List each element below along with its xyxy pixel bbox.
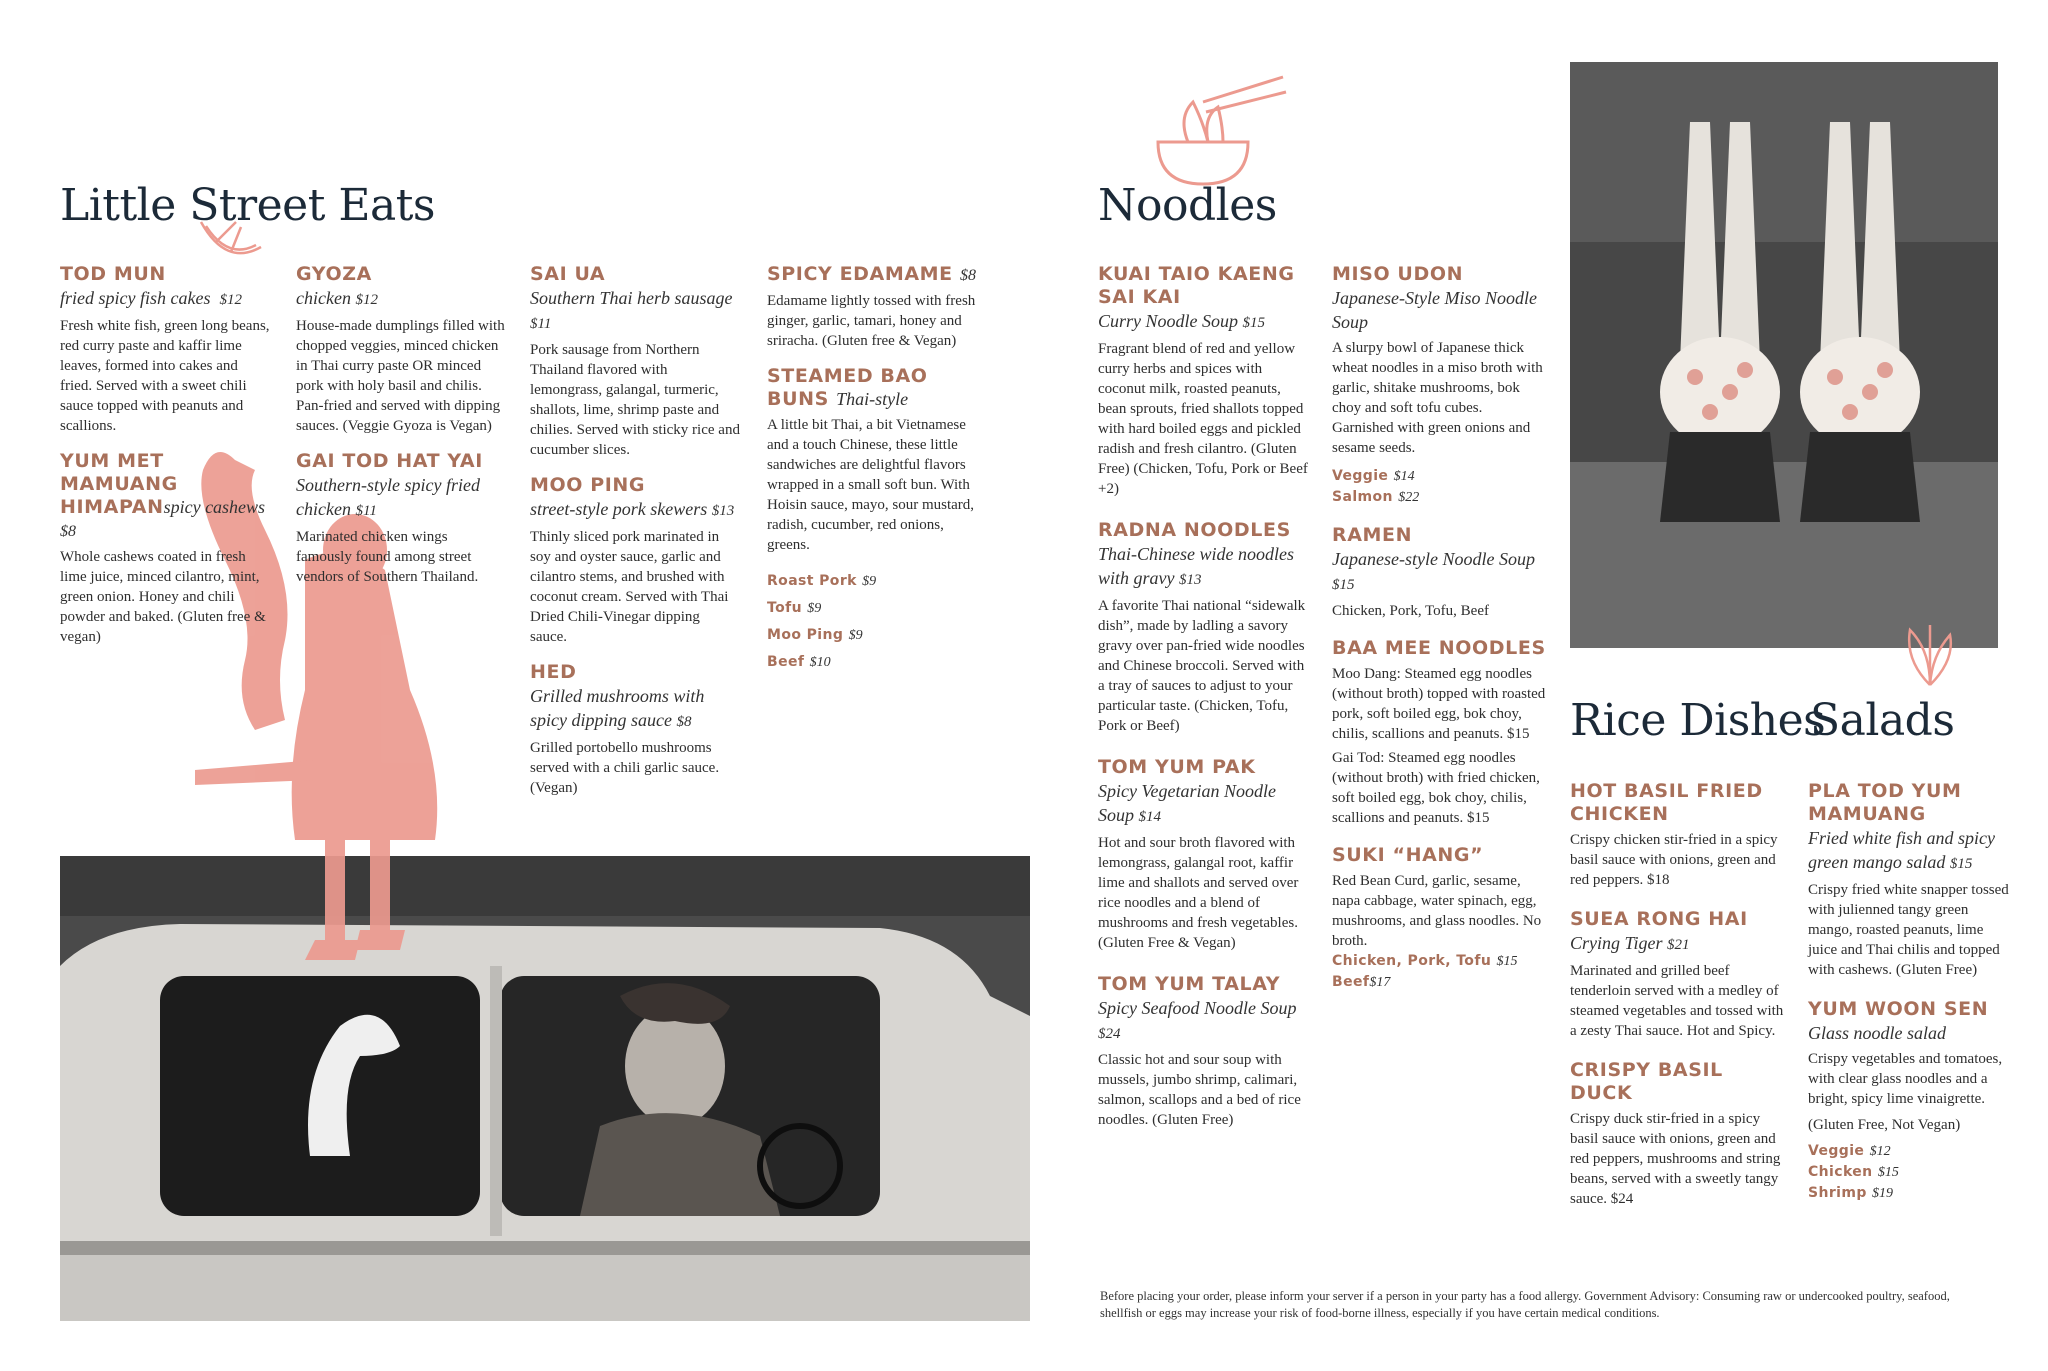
item-subtitle: Thai-Chinese wide noodles with gravy xyxy=(1098,544,1294,588)
allergy-advisory-footer: Before placing your order, please inform your server if a person in your party has a food allergy. Government Advisory: Consuming raw or undercooked poultry, seafood, shellfish or eggs may increase your risk of food-borne illness, especially if you have certain medical conditions. xyxy=(1100,1289,1950,1320)
menu-item xyxy=(1098,263,1308,499)
item-name: PLA TOD YUM MAMUANG xyxy=(1808,780,1962,825)
item-description: Classic hot and sour soup with mussels, jumbo shrimp, calimari, salmon, scallops and a bed of rice noodles. (Gluten Free) xyxy=(1098,1052,1301,1128)
item-subtitle: fried spicy fish cakes xyxy=(60,288,211,308)
menu-item xyxy=(1098,756,1308,953)
handstand-photo xyxy=(1570,62,1998,648)
item-subtitle: Fried white fish and spicy green mango salad xyxy=(1808,828,1995,872)
option-label: Chicken, Pork, Tofu xyxy=(1332,953,1492,969)
noodles-col-1 xyxy=(1098,263,1308,1144)
menu-item xyxy=(1098,973,1308,1130)
noodle-bowl-icon xyxy=(1148,72,1288,192)
item-description-2: (Gluten Free, Not Vegan) xyxy=(1808,1117,1961,1133)
item-name: YUM MET MAMUANG HIMAPAN xyxy=(60,450,178,518)
menu-item xyxy=(767,263,982,351)
leaf-icon xyxy=(1900,620,1960,690)
item-description-2: Gai Tod: Steamed egg noodles (without broth) with fried chicken, soft boiled egg, bok choy, chilis, scallions and peanuts. $15 xyxy=(1332,750,1540,826)
item-description: Chicken, Pork, Tofu, Beef xyxy=(1332,603,1489,619)
item-name: TOD MUN xyxy=(60,263,166,285)
item-description: Crispy chicken stir-fried in a spicy basil sauce with onions, green and red peppers. $18 xyxy=(1570,832,1778,888)
item-subtitle: Japanese-Style Miso Noodle Soup xyxy=(1332,288,1537,332)
menu-item xyxy=(1332,637,1547,828)
item-price: $14 xyxy=(1138,809,1161,825)
item-description: Marinated chicken wings famously found among street vendors of Southern Thailand. xyxy=(296,529,479,585)
rice-dishes-title: Rice Dishes xyxy=(1570,695,1826,746)
option-price: $14 xyxy=(1393,469,1415,484)
option-label: Shrimp xyxy=(1808,1185,1867,1201)
item-name: RAMEN xyxy=(1332,524,1413,546)
item-subtitle: Spicy Vegetarian Noodle Soup xyxy=(1098,781,1276,825)
item-description: Crispy duck stir-fried in a spicy basil sauce with onions, green and red peppers, mushrooms and string beans, served with a sweetly tangy sauce. $24 xyxy=(1570,1111,1781,1207)
item-description: Fresh white fish, green long beans, red curry paste and kaffir lime leaves, formed into cakes and fried. Served with a sweet chili sauce topped with peanuts and scallions. xyxy=(60,318,270,434)
option-price: $9 xyxy=(807,601,822,616)
item-description: Grilled portobello mushrooms served with a chili garlic sauce. (Vegan) xyxy=(530,740,720,796)
item-name: YUM WOON SEN xyxy=(1808,998,1989,1020)
item-price: $13 xyxy=(1179,572,1202,588)
item-description: A favorite Thai national “sidewalk dish”, made by ladling a savory gravy over pan-fried wide noodles and Chinese broccoli. Served with a tray of sauces to adjust to your particular taste. (Chicken, Tofu, Pork or Beef) xyxy=(1098,598,1306,734)
item-name: SPICY EDAMAME xyxy=(767,263,953,285)
menu-item xyxy=(1570,780,1785,890)
item-name: SUEA RONG HAI xyxy=(1570,908,1748,930)
option-list xyxy=(1808,1141,2013,1204)
item-price: $15 xyxy=(1949,856,1973,872)
item-description: Red Bean Curd, garlic, sesame, napa cabbage, water spinach, egg, mushrooms, and glass noodles. No broth. xyxy=(1332,873,1542,949)
menu-item xyxy=(530,474,740,647)
item-subtitle: Spicy Seafood Noodle Soup xyxy=(1098,998,1297,1018)
street-eats-col-4 xyxy=(767,263,982,687)
item-name: CRISPY BASIL DUCK xyxy=(1570,1059,1723,1104)
option-label: Chicken xyxy=(1808,1164,1873,1180)
option-label: Veggie xyxy=(1332,468,1389,484)
menu-item xyxy=(296,263,506,436)
option-row xyxy=(767,598,982,619)
item-name: MISO UDON xyxy=(1332,263,1464,285)
menu-item xyxy=(530,263,740,460)
item-price: $13 xyxy=(711,503,735,519)
menu-item xyxy=(1098,519,1308,736)
item-price: $8 xyxy=(959,267,976,284)
option-row xyxy=(1332,487,1547,508)
item-description: A slurpy bowl of Japanese thick wheat noodles in a miso broth with garlic, shitake mushrooms, bok choy and soft tofu cubes. Garnished with green onions and sesame seeds. xyxy=(1332,340,1543,456)
item-price: $11 xyxy=(530,316,552,332)
menu-item xyxy=(296,450,506,587)
option-price: $9 xyxy=(848,628,863,643)
item-name: GYOZA xyxy=(296,263,372,285)
noodles-title: Noodles xyxy=(1098,180,1277,231)
option-price: $12 xyxy=(1869,1144,1891,1159)
option-price: $10 xyxy=(809,655,831,670)
item-price: $21 xyxy=(1667,937,1690,953)
menu-item xyxy=(1332,844,1547,993)
option-list xyxy=(1332,951,1547,993)
street-eats-col-1 xyxy=(60,263,270,661)
item-subtitle: street-style pork skewers xyxy=(530,499,708,519)
option-row xyxy=(1332,951,1547,972)
item-description: Pork sausage from Northern Thailand flavored with lemongrass, galangal, turmeric, shallots, lime, shrimp paste and chilies. Served with sticky rice and cucumber slices. xyxy=(530,342,740,458)
option-row xyxy=(1808,1183,2013,1204)
option-price: $15 xyxy=(1496,954,1518,969)
menu-item xyxy=(767,365,982,673)
menu-item xyxy=(1332,524,1547,621)
item-description: A little bit Thai, a bit Vietnamese and a touch Chinese, these little sandwiches are delightful flavors wrapped in a small soft bun. With Hoisin sauce, mayo, sour mustard, radish, cucumber, red onions, greens. xyxy=(767,417,975,553)
item-subtitle: Thai-style xyxy=(836,389,909,409)
salads-title: Salads xyxy=(1810,695,1955,746)
street-eats-title: Little Street Eats xyxy=(60,180,435,231)
item-price: $11 xyxy=(355,503,377,519)
item-name: GAI TOD HAT YAI xyxy=(296,450,483,472)
option-label: Salmon xyxy=(1332,489,1393,505)
item-description: Whole cashews coated in fresh lime juice, minced cilantro, mint, green onion. Honey and chili powder and baked. (Gluten free & vegan) xyxy=(60,549,266,645)
menu-item xyxy=(1808,780,2013,980)
item-price: $12 xyxy=(219,292,242,308)
item-subtitle: Glass noodle salad xyxy=(1808,1023,1947,1043)
option-label: Roast Pork xyxy=(767,573,857,589)
item-name: SUKI “HANG” xyxy=(1332,844,1484,866)
option-label: Tofu xyxy=(767,600,802,616)
item-description: Thinly sliced pork marinated in soy and oyster sauce, garlic and cilantro stems, and brushed with coconut cream. Served with Thai Dried Chili-Vinegar dipping sauce. xyxy=(530,529,729,645)
item-description: Fragrant blend of red and yellow curry herbs and spices with coconut milk, roasted peanuts, bean sprouts, fried shallots topped with hard boiled eggs and pickled radish and fresh cilantro. (Gluten Free) (Chicken, Tofu, Pork or Beef +2) xyxy=(1098,341,1308,497)
item-price: $12 xyxy=(355,292,378,308)
menu-item xyxy=(1808,998,2013,1204)
option-row xyxy=(767,571,982,592)
item-description: Moo Dang: Steamed egg noodles (without broth) topped with roasted pork, soft boiled egg, bok choy, chilis, scallions and peanuts. $15 xyxy=(1332,666,1546,742)
option-label: Beef xyxy=(1332,974,1370,990)
item-price: $8 xyxy=(60,523,76,540)
menu-item xyxy=(60,450,270,647)
item-name: SAI UA xyxy=(530,263,606,285)
item-name: TOM YUM PAK xyxy=(1098,756,1256,778)
item-subtitle: Curry Noodle Soup xyxy=(1098,311,1239,331)
option-label: Veggie xyxy=(1808,1143,1865,1159)
menu-item xyxy=(1570,1059,1785,1209)
option-price: $9 xyxy=(862,574,877,589)
item-name: RADNA NOODLES xyxy=(1098,519,1291,541)
item-name: HOT BASIL FRIED CHICKEN xyxy=(1570,780,1763,825)
menu-item xyxy=(1570,908,1785,1041)
handstand-illustration xyxy=(1570,62,1998,648)
item-description: Marinated and grilled beef tenderloin served with a medley of steamed vegetables and tossed with a zesty Thai sauce. Hot and Spicy. xyxy=(1570,963,1784,1039)
menu-item xyxy=(60,263,270,436)
item-subtitle: Southern-style spicy fried chicken xyxy=(296,475,480,519)
item-price: $8 xyxy=(676,714,692,730)
street-eats-col-2 xyxy=(296,263,506,601)
item-price: $24 xyxy=(1098,1026,1121,1042)
noodles-col-2 xyxy=(1332,263,1547,1007)
street-eats-col-3 xyxy=(530,263,740,812)
item-name: MOO PING xyxy=(530,474,646,496)
item-subtitle: Japanese-style Noodle Soup xyxy=(1332,549,1535,569)
option-row xyxy=(1808,1162,2013,1183)
item-subtitle: Crying Tiger xyxy=(1570,933,1663,953)
item-subtitle: chicken xyxy=(296,288,351,308)
item-description: Crispy fried white snapper tossed with julienned tangy green mango, roasted peanuts, lime juice and Thai chilis and topped with cashews. (Gluten Free) xyxy=(1808,882,2009,978)
item-description: House-made dumplings filled with chopped veggies, minced chicken in Thai curry paste OR minced pork with holy basil and chilis. Pan-fried and served with dipping sauces. (Veggie Gyoza is Vegan) xyxy=(296,318,505,434)
option-price: $17 xyxy=(1369,975,1391,990)
item-subtitle: Grilled mushrooms with spicy dipping sauce xyxy=(530,686,705,730)
salads-col xyxy=(1808,780,2013,1218)
option-list xyxy=(1332,466,1547,508)
item-name: HED xyxy=(530,661,577,683)
menu-item xyxy=(530,661,740,798)
item-name: KUAI TAIO KAENG SAI KAI xyxy=(1098,263,1295,308)
option-label: Beef xyxy=(767,654,805,670)
item-price: $15 xyxy=(1332,577,1355,593)
option-row xyxy=(1332,466,1547,487)
item-description: Crispy vegetables and tomatoes, with clear glass noodles and a bright, spicy lime vinaigrette. xyxy=(1808,1051,2003,1107)
option-list xyxy=(767,571,982,673)
item-description: Hot and sour broth flavored with lemongrass, galangal root, kaffir lime and shallots and served over rice noodles and a blend of mushrooms and fresh vegetables. (Gluten Free & Vegan) xyxy=(1098,835,1299,951)
item-subtitle: Southern Thai herb sausage xyxy=(530,288,733,308)
rice-dishes-col xyxy=(1570,780,1785,1223)
option-price: $22 xyxy=(1398,490,1420,505)
option-label: Moo Ping xyxy=(767,627,844,643)
option-row xyxy=(1808,1141,2013,1162)
item-name: BAA MEE NOODLES xyxy=(1332,637,1546,659)
item-description: Edamame lightly tossed with fresh ginger, garlic, tamari, honey and sriracha. (Gluten free & Vegan) xyxy=(767,293,976,349)
menu-item xyxy=(1332,263,1547,508)
option-price: $19 xyxy=(1872,1186,1894,1201)
item-price: $15 xyxy=(1242,315,1266,331)
option-price: $15 xyxy=(1877,1165,1899,1180)
option-row xyxy=(767,652,982,673)
option-row xyxy=(767,625,982,646)
item-subtitle: spicy cashews xyxy=(163,497,266,517)
option-row xyxy=(1332,972,1547,993)
item-name: STEAMED BAO BUNS xyxy=(767,365,928,410)
item-name: TOM YUM TALAY xyxy=(1098,973,1281,995)
